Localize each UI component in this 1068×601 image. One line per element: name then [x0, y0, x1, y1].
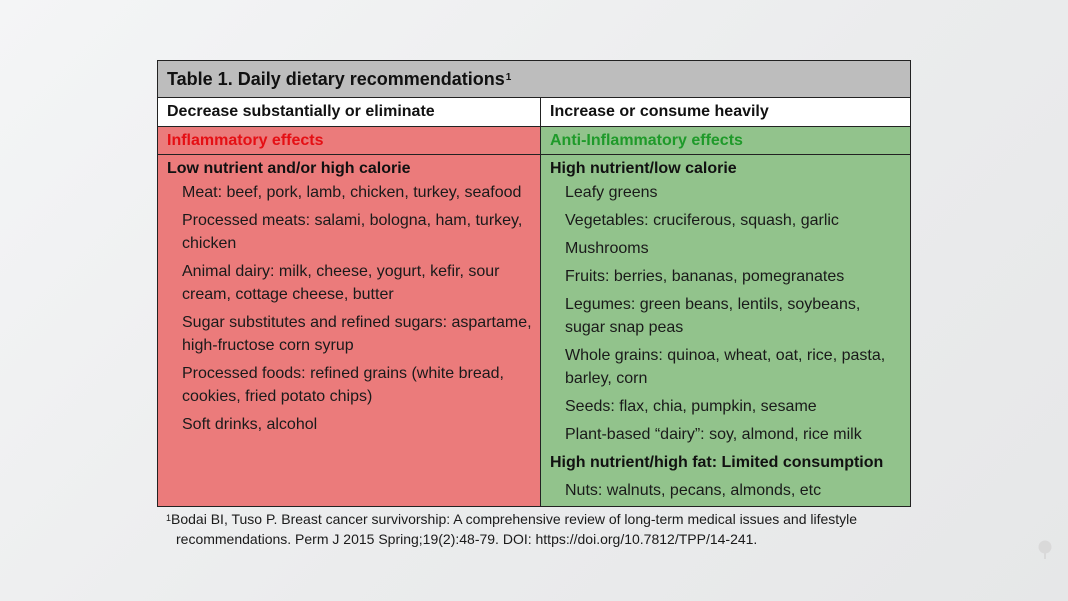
list-item: Nuts: walnuts, pecans, almonds, etc: [565, 482, 822, 499]
list-item: Plant-based “dairy”: soy, almond, rice milk: [565, 426, 862, 443]
effect-row: [158, 127, 910, 155]
list-item: Legumes: green beans, lentils, soybeans, sugar snap peas: [565, 296, 861, 336]
list-item: Soft drinks, alcohol: [182, 416, 318, 433]
inflammatory-effects-label: Inflammatory effects: [158, 127, 541, 154]
table-title-text: Table 1. Daily dietary recommendations: [167, 68, 505, 89]
table-title: [158, 61, 910, 98]
table-title-ref: 1: [505, 71, 512, 83]
footnote-line-1: [166, 509, 886, 529]
footnote: [166, 509, 886, 549]
dietary-recommendations-table: [157, 60, 911, 507]
high-nutrient-high-fat-title: High nutrient/high fat: Limited consumption: [550, 454, 884, 471]
list-item: Whole grains: quinoa, wheat, oat, rice, pasta, barley, corn: [565, 347, 886, 387]
anti-inflammatory-effects-label: Anti-Inflammatory effects: [541, 127, 910, 154]
food-list-row: [158, 155, 910, 506]
decrease-food-list: [158, 155, 541, 506]
list-item: Seeds: flax, chia, pumpkin, sesame: [565, 398, 817, 415]
list-item: Processed meats: salami, bologna, ham, turkey, chicken: [182, 212, 523, 252]
footnote-text-1: Bodai BI, Tuso P. Breast cancer survivorship: A comprehensive review of long-term medical issues and lifestyle: [171, 511, 858, 527]
list-item: Mushrooms: [565, 240, 649, 257]
tree-logo-icon: [1036, 540, 1054, 560]
column-header-row: [158, 98, 910, 127]
footnote-line-2: recommendations. Perm J 2015 Spring;19(2):48-79. DOI: https://doi.org/10.7812/TPP/14-241.: [176, 531, 758, 547]
list-item: Fruits: berries, bananas, pomegranates: [565, 268, 845, 285]
list-item: Processed foods: refined grains (white bread, cookies, fried potato chips): [182, 365, 504, 405]
list-item: Vegetables: cruciferous, squash, garlic: [565, 212, 839, 229]
list-item: Animal dairy: milk, cheese, yogurt, kefir, sour cream, cottage cheese, butter: [182, 263, 500, 303]
high-nutrient-low-calorie-title: High nutrient/low calorie: [550, 160, 737, 177]
increase-food-list: [541, 155, 910, 506]
list-item: Leafy greens: [565, 184, 658, 201]
column-header-increase: Increase or consume heavily: [541, 98, 910, 126]
list-item: Sugar substitutes and refined sugars: aspartame, high-fructose corn syrup: [182, 314, 532, 354]
low-nutrient-section-title: Low nutrient and/or high calorie: [167, 160, 411, 177]
footnote-ref: 1: [166, 513, 172, 523]
list-item: Meat: beef, pork, lamb, chicken, turkey, seafood: [182, 184, 522, 201]
column-header-decrease: Decrease substantially or eliminate: [158, 98, 541, 126]
